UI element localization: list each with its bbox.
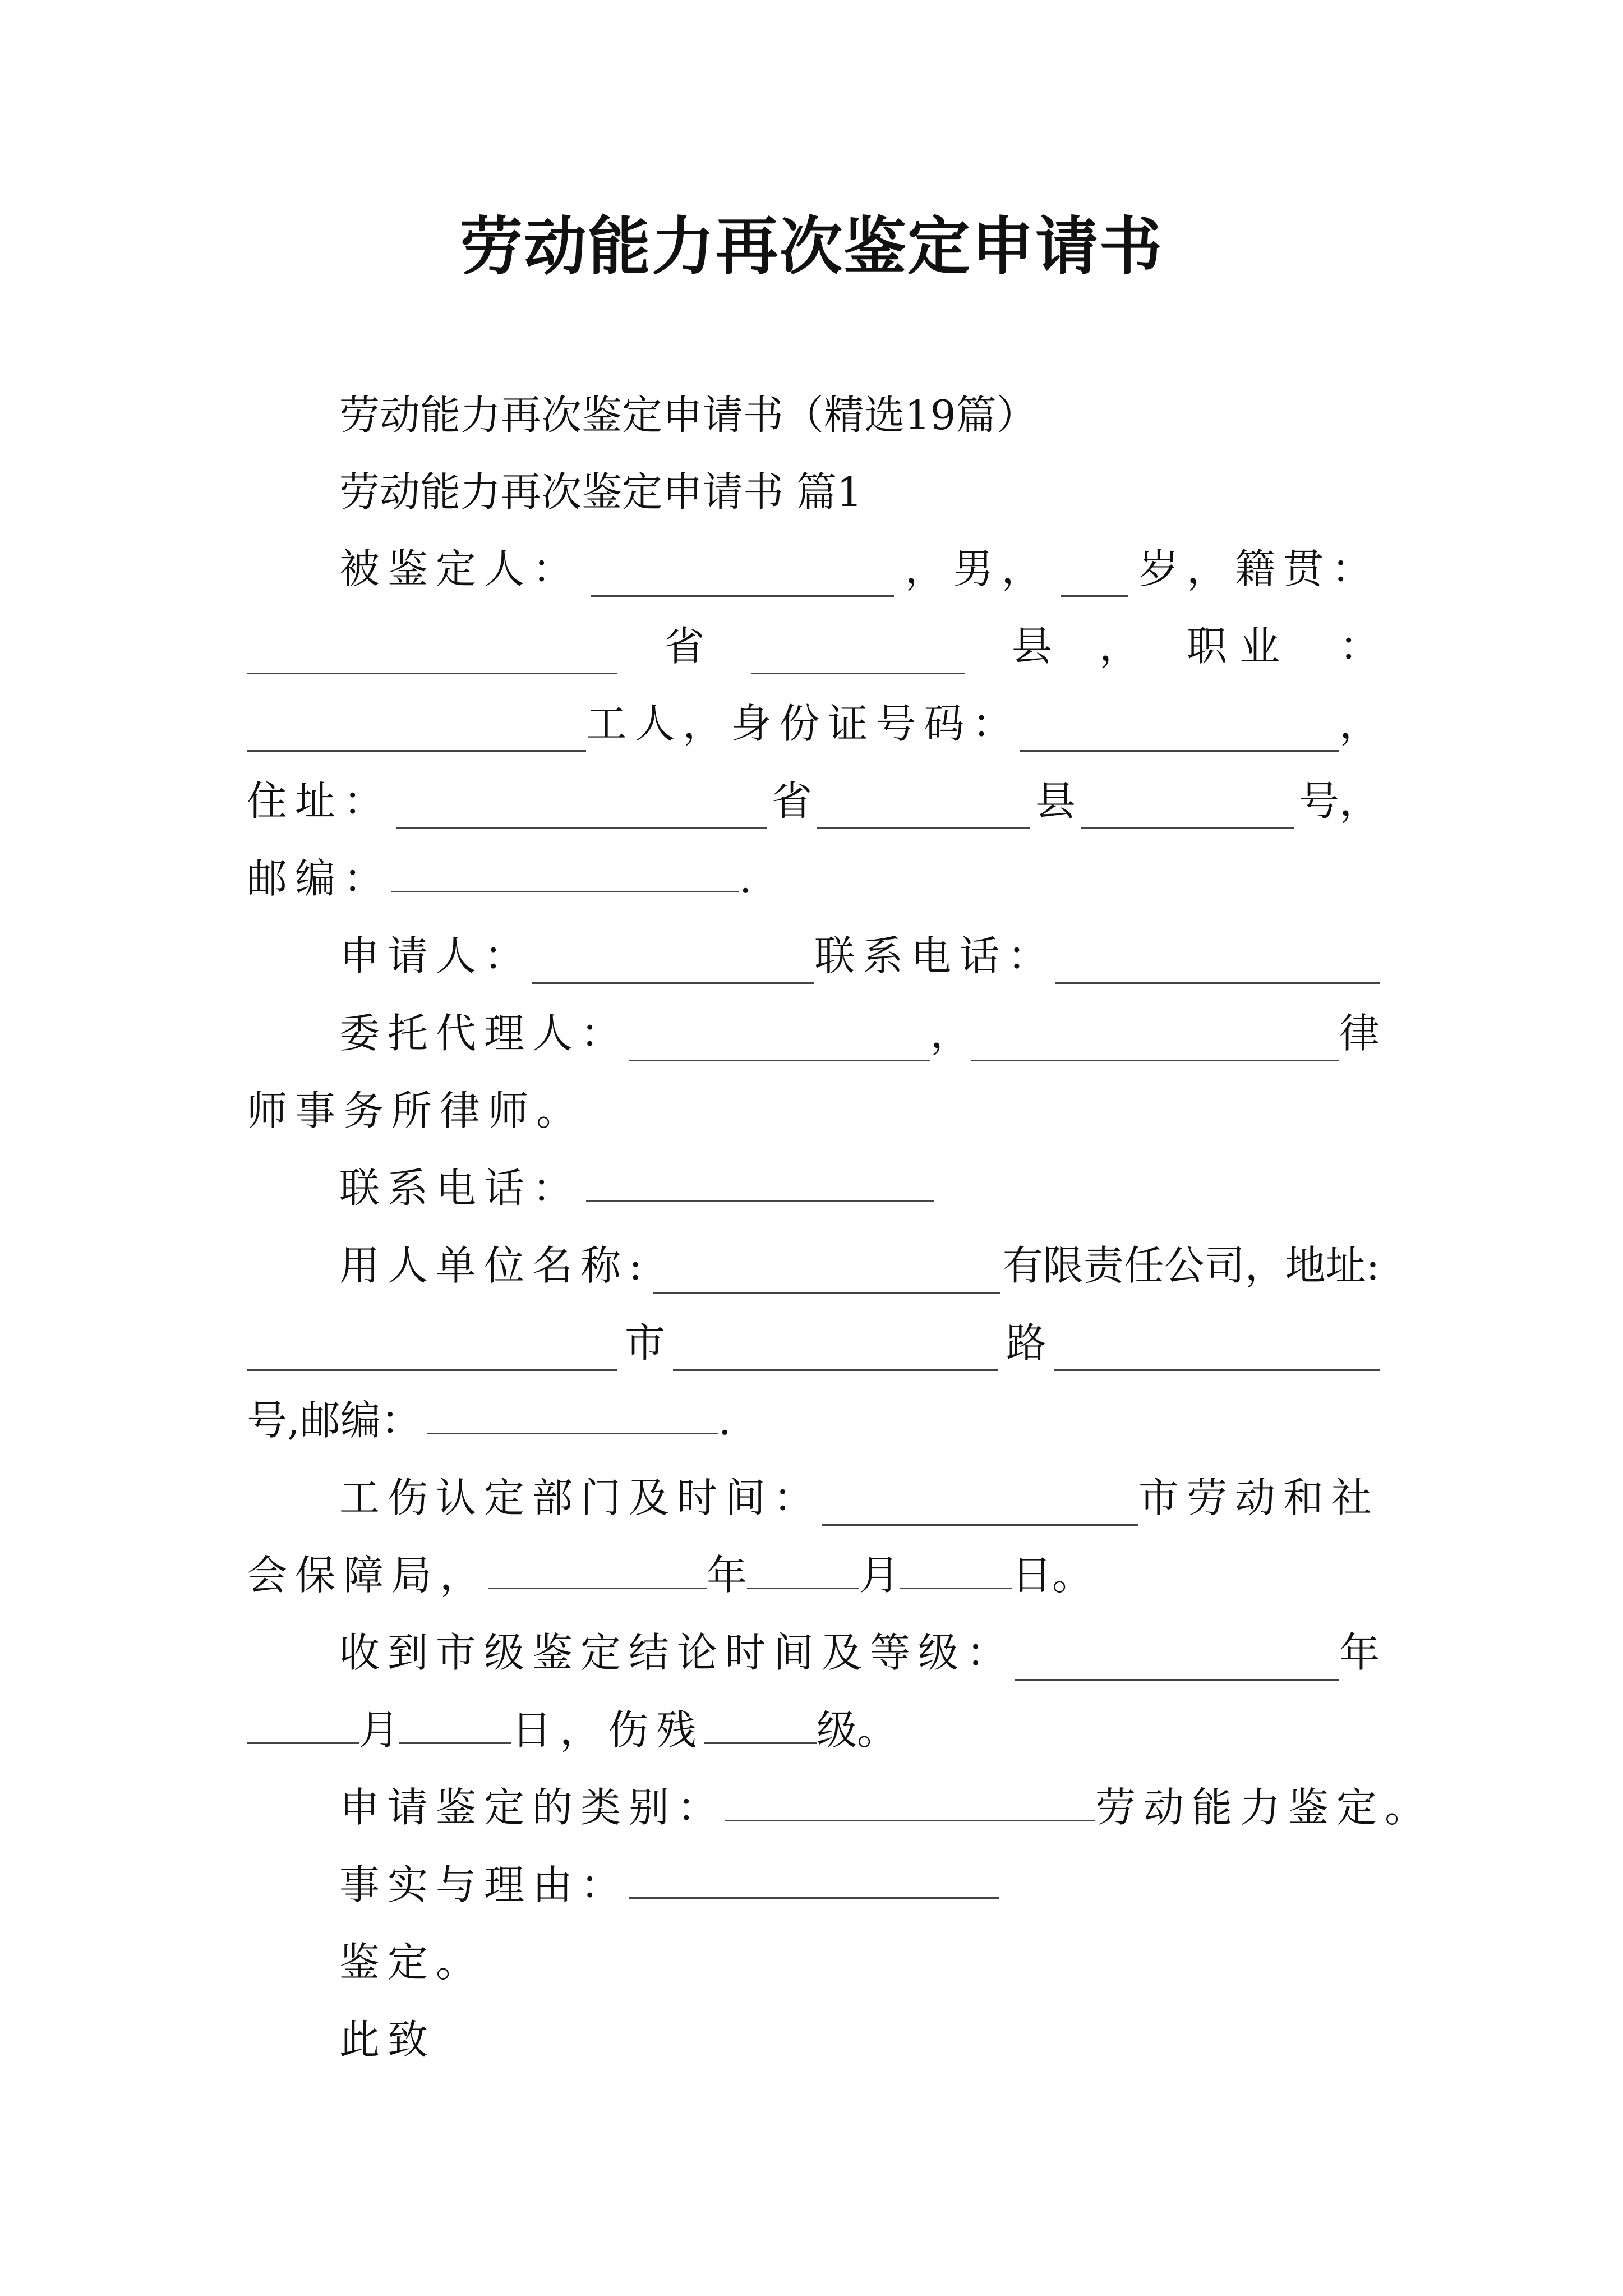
facts-blank: [629, 1858, 999, 1899]
section-heading: 劳动能力再次鉴定申请书 篇1: [339, 468, 863, 516]
number-text: 号，: [1298, 777, 1380, 825]
appraisal-category-line: [339, 1779, 1433, 1835]
company-address-label: 有限责任公司，地址:: [1002, 1242, 1380, 1289]
id-number-label: 工人，身份证号码：: [586, 700, 1021, 747]
address-line: [247, 773, 1380, 829]
conclusion-year-blank: [1015, 1640, 1339, 1681]
comma-text: ，: [1099, 623, 1140, 670]
month-text: 月: [359, 1706, 400, 1754]
postcode-line: [247, 850, 1380, 907]
category-label: 申请鉴定的类别：: [339, 1784, 726, 1831]
conclusion-time-line: [339, 1625, 1380, 1681]
road-blank: [673, 1330, 998, 1371]
county-text: 县: [1035, 777, 1076, 825]
province-text: 省: [771, 777, 812, 825]
county-blank: [751, 633, 965, 674]
appraisee-name-blank: [591, 556, 894, 597]
age-native-label: 岁，籍贯：: [1138, 545, 1380, 592]
labor-bureau-text: 市劳动和社: [1138, 1474, 1380, 1521]
month-text: 月: [859, 1552, 900, 1599]
period-text: .: [739, 855, 752, 902]
applicant-blank: [532, 943, 814, 984]
applicant-phone-blank: [1055, 943, 1380, 984]
agent-phone-blank: [586, 1161, 934, 1202]
occupation-blank: [247, 711, 586, 752]
employer-label: 用人单位名称:: [339, 1242, 651, 1289]
closing-line: 此致: [339, 2016, 436, 2063]
facts-label: 事实与理由：: [339, 1861, 629, 1908]
conclusion-month-blank: [247, 1703, 359, 1744]
document-title: 劳动能力再次鉴定申请书: [460, 210, 1163, 283]
worker-id-line: [247, 696, 1380, 752]
bureau-date-line: [247, 1547, 1380, 1603]
law-text: 律: [1339, 1010, 1380, 1057]
employer-name-blank: [653, 1253, 1000, 1294]
day-blank: [900, 1548, 1012, 1589]
agent-phone-line: [339, 1160, 934, 1216]
disability-grade-line: [247, 1702, 1380, 1758]
period-text: .: [718, 1397, 731, 1444]
injury-dept-blank: [822, 1485, 1138, 1526]
comma-text: ，: [930, 1010, 971, 1057]
county-text: 县: [1011, 623, 1052, 670]
occupation-label: 职业: [1186, 623, 1292, 670]
colon-text: ：: [1339, 623, 1380, 670]
year-blank: [488, 1548, 707, 1589]
city-blank: [247, 1330, 617, 1371]
agent-name-blank: [629, 1020, 930, 1061]
law-firm-line: 师事务所律师。: [247, 1087, 585, 1134]
employer-postcode-blank: [427, 1393, 718, 1434]
comma-text: ，: [1339, 700, 1380, 747]
law-firm-blank: [971, 1020, 1339, 1061]
city-text: 市: [624, 1319, 665, 1366]
category-text: 劳动能力鉴定。: [1095, 1784, 1433, 1831]
address-county-blank: [817, 788, 1030, 829]
native-place-blank: [247, 633, 617, 674]
address-label: 住址：: [247, 777, 392, 825]
province-county-occupation-line: [247, 618, 1380, 674]
age-blank: [1061, 556, 1128, 597]
appraisee-label: 被鉴定人：: [339, 545, 581, 592]
year-text: 年: [1339, 1629, 1380, 1676]
address-province-blank: [396, 788, 767, 829]
injury-recognition-line: [339, 1470, 1380, 1526]
employer-postcode-label: 号,邮编：: [247, 1397, 421, 1444]
conclusion-day-blank: [399, 1703, 511, 1744]
employer-postcode-line: [247, 1392, 1380, 1448]
facts-reasons-line: [339, 1857, 999, 1913]
applicant-label: 申请人：: [339, 932, 533, 979]
appraisal-line: 鉴定。: [339, 1939, 485, 1986]
postcode-blank: [391, 852, 739, 892]
conclusion-label: 收到市级鉴定结论时间及等级：: [339, 1629, 1015, 1676]
address-number-blank: [1081, 788, 1294, 829]
grade-blank: [704, 1703, 817, 1744]
grade-text: 级。: [817, 1706, 898, 1754]
agent-label: 委托代理人：: [339, 1010, 629, 1057]
id-number-blank: [1020, 711, 1339, 752]
phone-label: 联系电话：: [814, 932, 1056, 979]
province-text: 省: [663, 623, 704, 670]
year-text: 年: [707, 1552, 748, 1599]
day-text: 日。: [1012, 1552, 1093, 1599]
gender-text: ，男，: [905, 545, 1050, 592]
month-blank: [747, 1548, 859, 1589]
disability-text: 日，伤残: [511, 1706, 705, 1754]
appraisee-line: [339, 541, 1380, 597]
injury-dept-label: 工伤认定部门及时间：: [339, 1474, 822, 1521]
bureau-text: 会保障局，: [247, 1552, 488, 1599]
phone-label: 联系电话：: [339, 1165, 581, 1212]
subtitle-line: 劳动能力再次鉴定申请书（精选19篇）: [339, 392, 1037, 439]
road-text: 路: [1006, 1319, 1046, 1366]
road-number-blank: [1054, 1330, 1380, 1371]
employer-line: [339, 1237, 1380, 1294]
category-blank: [725, 1780, 1095, 1821]
employer-address-line: [247, 1315, 1380, 1371]
postcode-label: 邮编：: [247, 855, 392, 902]
applicant-line: [339, 928, 1380, 984]
agent-line: [339, 1005, 1380, 1061]
